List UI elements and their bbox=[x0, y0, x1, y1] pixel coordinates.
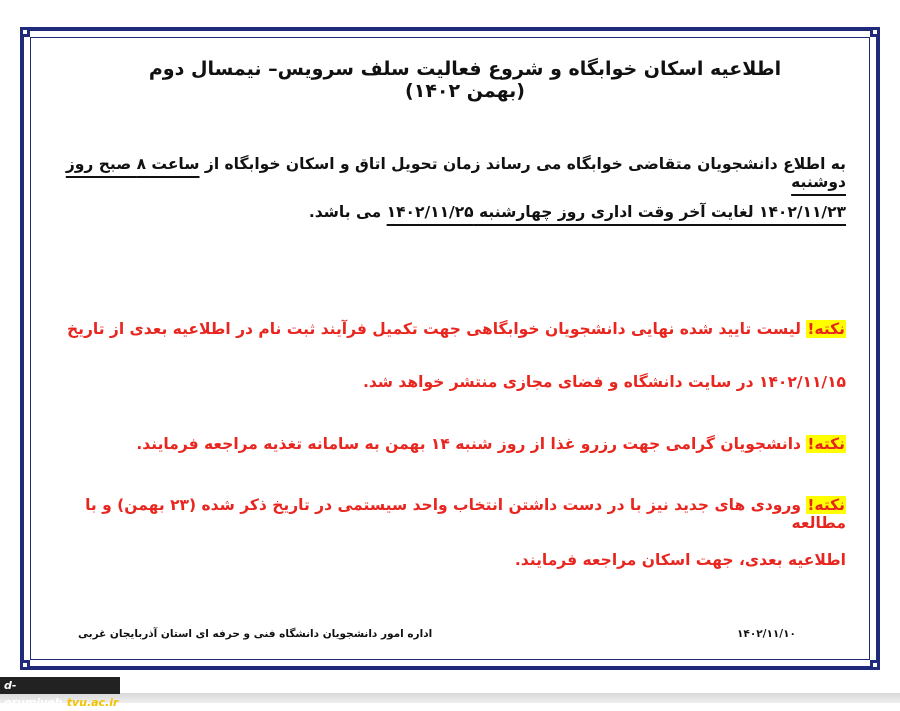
paragraph-text: به اطلاع دانشجویان متقاضی خوابگاه می رساند زمان تحویل اتاق و اسکان خوابگاه از bbox=[199, 155, 846, 173]
frame-corner-ornament bbox=[870, 660, 880, 670]
note-text: ورودی های جدید نیز با در دست داشتن انتخاب واحد سیستمی در تاریخ ذکر شده (۲۳ بهمن) و با مطالعه bbox=[85, 496, 846, 532]
paragraph-underlined-dates: ۱۴۰۲/۱۱/۲۳ لغایت آخر وقت اداری روز چهارشنبه ۱۴۰۲/۱۱/۲۵ bbox=[386, 203, 846, 221]
note-1-line1 bbox=[60, 320, 846, 338]
note-label-highlight: نکته! bbox=[807, 320, 845, 338]
note-3-line2: اطلاعیه بعدی، جهت اسکان مراجعه فرمایند. bbox=[514, 551, 846, 569]
note-2 bbox=[60, 435, 846, 453]
document-frame bbox=[20, 27, 880, 670]
note-1-line2: ۱۴۰۲/۱۱/۱۵ در سایت دانشگاه و فضای مجازی منتشر خواهد شد. bbox=[362, 373, 846, 391]
frame-corner-ornament bbox=[20, 27, 30, 37]
watermark-prefix: d-orumiyeh. bbox=[4, 679, 67, 709]
watermark-domain: tvu.ac.ir bbox=[66, 696, 119, 709]
frame-corner-ornament bbox=[870, 27, 880, 37]
announcement-title: اطلاعیه اسکان خوابگاه و شروع فعالیت سلف سرویس– نیمسال دوم (بهمن ۱۴۰۲) bbox=[148, 58, 782, 102]
announcement-paragraph-line2 bbox=[60, 203, 846, 221]
note-text: لیست تایید شده نهایی دانشجویان خوابگاهی جهت تکمیل فرآیند ثبت نام در اطلاعیه بعدی از تاریخ bbox=[66, 320, 807, 338]
announcement-paragraph-line1 bbox=[60, 155, 846, 191]
note-3-line1 bbox=[60, 496, 846, 532]
paragraph-underlined-time: ساعت ۸ صبح روز دوشنبه bbox=[65, 155, 846, 191]
footer-office-name: اداره امور دانشجویان دانشگاه فنی و حرفه ای استان آذربایجان غربی bbox=[78, 628, 433, 640]
footer-date: ۱۴۰۲/۱۱/۱۰ bbox=[737, 628, 796, 640]
note-label-highlight: نکته! bbox=[807, 435, 845, 453]
note-text: دانشجویان گرامی جهت رزرو غذا از روز شنبه ۱۴ بهمن به سامانه تغذیه مراجعه فرمایند. bbox=[136, 435, 807, 453]
frame-corner-ornament bbox=[20, 660, 30, 670]
note-label-highlight: نکته! bbox=[807, 496, 845, 514]
page-bottom-shadow bbox=[0, 693, 900, 703]
site-watermark bbox=[0, 677, 120, 709]
paragraph-text: می باشد. bbox=[308, 203, 387, 221]
